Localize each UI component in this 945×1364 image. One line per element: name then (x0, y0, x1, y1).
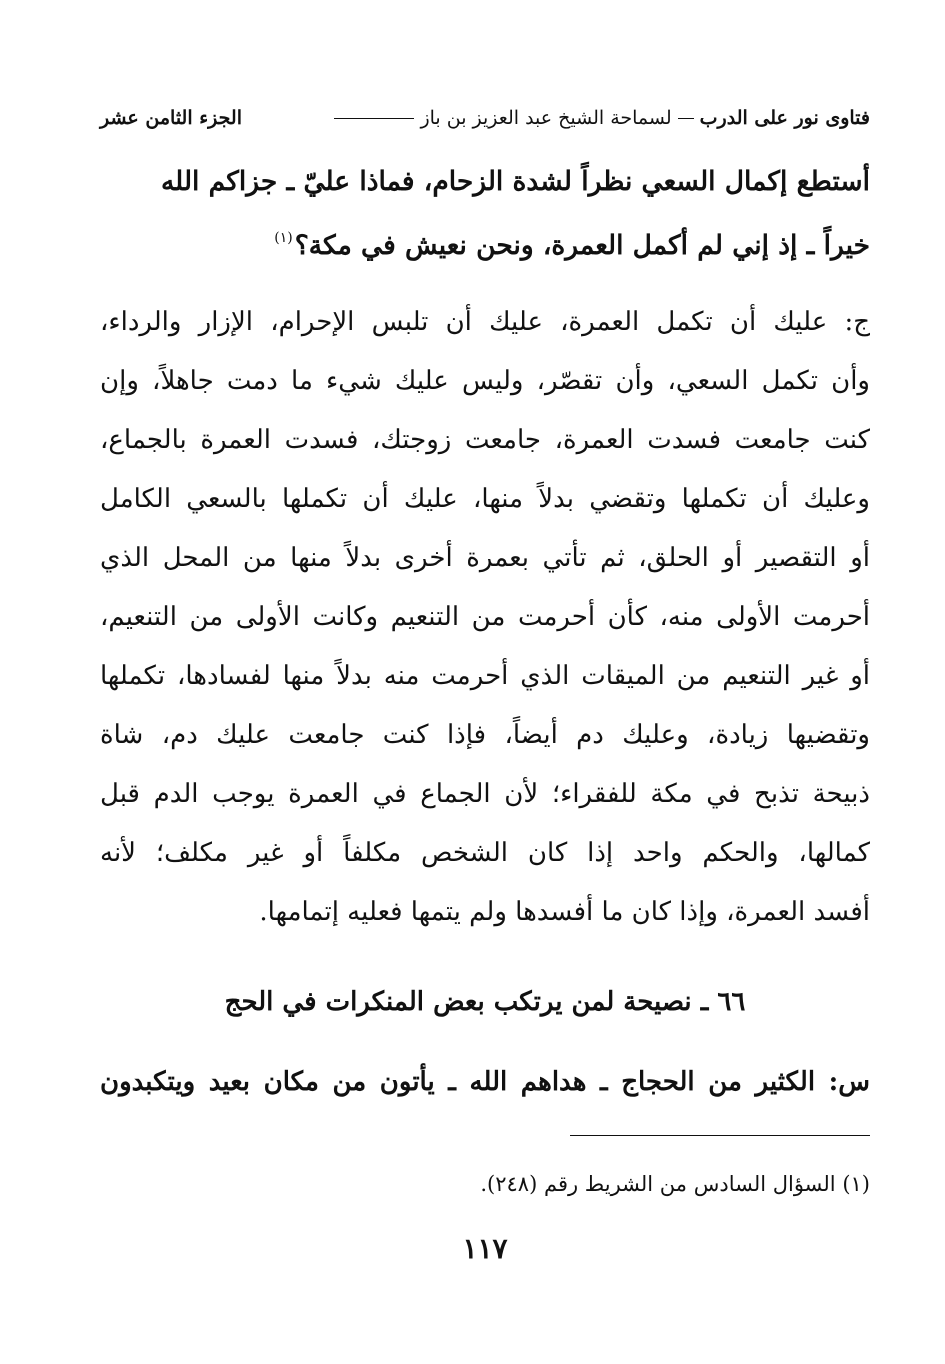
footnote: (١) السؤال السادس من الشريط رقم (٢٤٨). (480, 1172, 870, 1196)
answer-line: كنت جامعت فسدت العمرة، جامعت زوجتك، فسدت العمرة بالجماع، (100, 425, 870, 455)
answer-line: ج: عليك أن تكمل العمرة، عليك أن تلبس الإحرام، الإزار والرداء، (100, 307, 870, 337)
header-dash (678, 118, 694, 119)
volume-label: الجزء الثامن عشر (100, 107, 242, 129)
answer-line: أفسد العمرة، وإذا كان ما أفسدها ولم يتمها فعليه إتمامها. (259, 897, 870, 927)
question-line: خيراً ـ إذ إني لم أكمل العمرة، ونحن نعيش في مكة؟$^{(١)}$ (274, 230, 870, 261)
section-heading: ٦٦ ـ نصيحة لمن يرتكب بعض المنكرات في الحج (224, 987, 746, 1017)
answer-line: أو غير التنعيم من الميقات الذي أحرمت منه بدلاً منها لفسادها، تكملها (100, 661, 870, 691)
answer-line: وأن تكمل السعي، وأن تقصّر، وليس عليك شيء ما دمت جاهلاً، وإن (100, 366, 870, 396)
answer-line: ذبيحة تذبح في مكة للفقراء؛ لأن الجماع في العمرة يوجب الدم قبل (100, 779, 870, 809)
answer-line: أحرمت الأولى منه، كأن أحرمت من التنعيم وكانت الأولى من التنعيم، (100, 602, 870, 632)
next-question-line: س: الكثير من الحجاج ـ هداهم الله ـ يأتون من مكان بعيد ويتكبدون (100, 1067, 870, 1097)
author-name: لسماحة الشيخ عبد العزيز بن باز (420, 107, 672, 129)
question-line: أستطع إكمال السعي نظراً لشدة الزحام، فماذا عليّ ـ جزاكم الله (160, 166, 870, 197)
answer-line: أو التقصير أو الحلق، ثم تأتي بعمرة أخرى بدلاً منها من المحل الذي (100, 543, 870, 573)
header-dash (334, 118, 414, 119)
answer-line: كمالها، والحكم واحد إذا كان الشخص مكلفاً أو غير مكلف؛ لأنه (100, 838, 870, 868)
footnote-separator (570, 1135, 870, 1136)
answer-line: وعليك أن تكملها وتقضي بدلاً منها، عليك أن تكملها بالسعي الكامل (100, 484, 870, 514)
answer-line: وتقضيها زيادة، وعليك دم أيضاً، فإذا كنت جامعت عليك دم، شاة (100, 720, 870, 750)
page-number: ١١٧ (462, 1232, 508, 1265)
footnote-marker: (١) (274, 230, 293, 246)
book-title: فتاوى نور على الدرب (699, 107, 870, 129)
running-header (100, 100, 870, 136)
